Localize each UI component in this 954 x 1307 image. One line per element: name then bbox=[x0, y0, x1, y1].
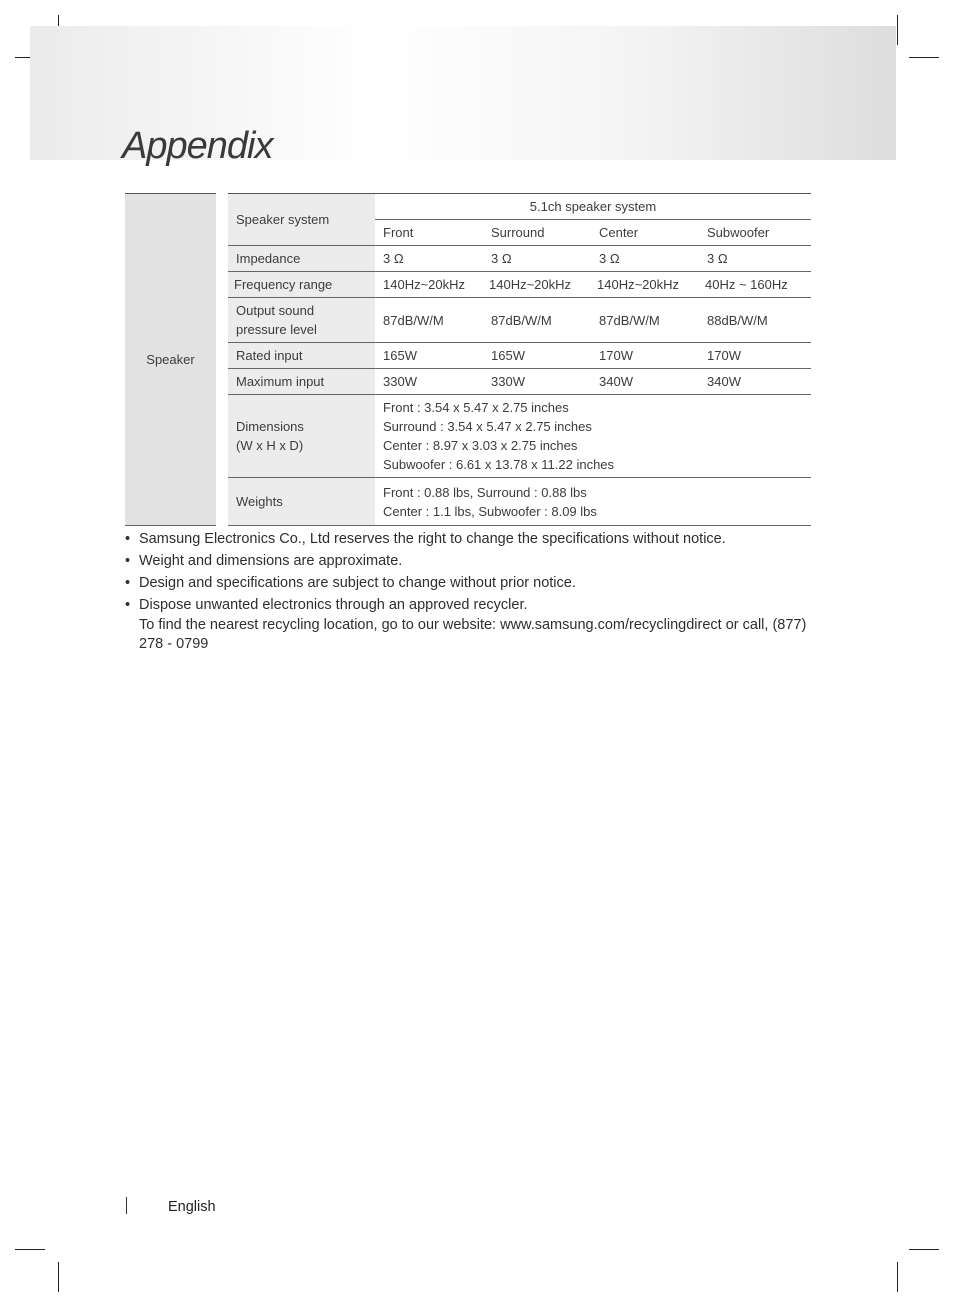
table-cell: 340W bbox=[591, 369, 699, 395]
note-text-continuation: To find the nearest recycling location, go to our website: www.samsung.com/recyclingdirect or call, (877) 278 - 0799 bbox=[139, 616, 807, 652]
note-text: Weight and dimensions are approximate. bbox=[139, 553, 403, 569]
note-text: Samsung Electronics Co., Ltd reserves the right to change the specifications without notice. bbox=[139, 531, 726, 547]
table-cell: 140Hz~20kHz bbox=[591, 272, 699, 298]
table-cell: 3 Ω bbox=[699, 246, 811, 272]
dimension-line: Center : 8.97 x 3.03 x 2.75 inches bbox=[383, 438, 578, 453]
row-label-weights: Weights bbox=[228, 478, 375, 526]
table-cell: 165W bbox=[483, 343, 591, 369]
speaker-system-value: 5.1ch speaker system bbox=[375, 194, 811, 220]
table-cell: 170W bbox=[591, 343, 699, 369]
crop-mark bbox=[897, 15, 898, 45]
column-header-center: Center bbox=[591, 220, 699, 246]
crop-mark bbox=[909, 57, 939, 58]
crop-mark bbox=[58, 1262, 59, 1292]
row-label-output-sound-pressure: Output sound pressure level bbox=[228, 298, 375, 343]
row-label-dimensions bbox=[228, 395, 375, 478]
note-text: Dispose unwanted electronics through an approved recycler. bbox=[139, 597, 528, 613]
table-cell: 87dB/W/M bbox=[375, 298, 483, 343]
weight-line: Center : 1.1 lbs, Subwoofer : 8.09 lbs bbox=[383, 503, 597, 519]
list-item bbox=[125, 552, 820, 572]
dimensions-sublabel: (W x H x D) bbox=[236, 438, 304, 453]
table-cell: 330W bbox=[375, 369, 483, 395]
row-label-rated-input: Rated input bbox=[228, 343, 375, 369]
table-cell: 87dB/W/M bbox=[591, 298, 699, 343]
column-header-front: Front bbox=[375, 220, 483, 246]
bullet-icon: • bbox=[125, 575, 131, 591]
table-cell: 3 Ω bbox=[483, 246, 591, 272]
table-cell: 40Hz ~ 160Hz bbox=[699, 272, 811, 298]
weights-values bbox=[375, 478, 811, 526]
table-cell: 165W bbox=[375, 343, 483, 369]
list-item bbox=[125, 596, 820, 655]
dimension-line: Front : 3.54 x 5.47 x 2.75 inches bbox=[383, 400, 569, 415]
row-label-frequency-range: Frequency range bbox=[228, 272, 375, 298]
weight-line: Front : 0.88 lbs, Surround : 0.88 lbs bbox=[383, 484, 587, 500]
dimensions-values bbox=[375, 395, 811, 478]
table-cell: 140Hz~20kHz bbox=[375, 272, 483, 298]
bullet-icon: • bbox=[125, 553, 131, 569]
spec-table bbox=[125, 193, 811, 526]
column-header-subwoofer: Subwoofer bbox=[699, 220, 811, 246]
dimensions-label: Dimensions bbox=[236, 419, 304, 434]
crop-mark bbox=[909, 1249, 939, 1250]
list-item bbox=[125, 574, 820, 594]
column-header-surround: Surround bbox=[483, 220, 591, 246]
table-cell: 88dB/W/M bbox=[699, 298, 811, 343]
note-text: Design and specifications are subject to change without prior notice. bbox=[139, 575, 576, 591]
row-label-maximum-input: Maximum input bbox=[228, 369, 375, 395]
table-cell: 3 Ω bbox=[591, 246, 699, 272]
bullet-icon: • bbox=[125, 531, 131, 547]
dimension-line: Subwoofer : 6.61 x 13.78 x 11.22 inches bbox=[383, 457, 615, 472]
page-title: Appendix bbox=[122, 125, 273, 167]
row-label-impedance: Impedance bbox=[228, 246, 375, 272]
page-number-divider bbox=[126, 1197, 127, 1214]
dimension-line: Surround : 3.54 x 5.47 x 2.75 inches bbox=[383, 419, 592, 434]
table-cell: 87dB/W/M bbox=[483, 298, 591, 343]
table-cell: 170W bbox=[699, 343, 811, 369]
list-item bbox=[125, 530, 820, 550]
table-cell: 3 Ω bbox=[375, 246, 483, 272]
row-label-speaker-system: Speaker system bbox=[228, 194, 375, 246]
crop-mark bbox=[15, 1249, 45, 1250]
notes-list bbox=[125, 530, 820, 657]
table-cell: 340W bbox=[699, 369, 811, 395]
table-cell: 330W bbox=[483, 369, 591, 395]
category-cell: Speaker bbox=[125, 194, 216, 526]
spacer-column bbox=[216, 194, 228, 526]
bullet-icon: • bbox=[125, 597, 131, 613]
crop-mark bbox=[897, 1262, 898, 1292]
footer-language: English bbox=[168, 1199, 216, 1215]
table-cell: 140Hz~20kHz bbox=[483, 272, 591, 298]
